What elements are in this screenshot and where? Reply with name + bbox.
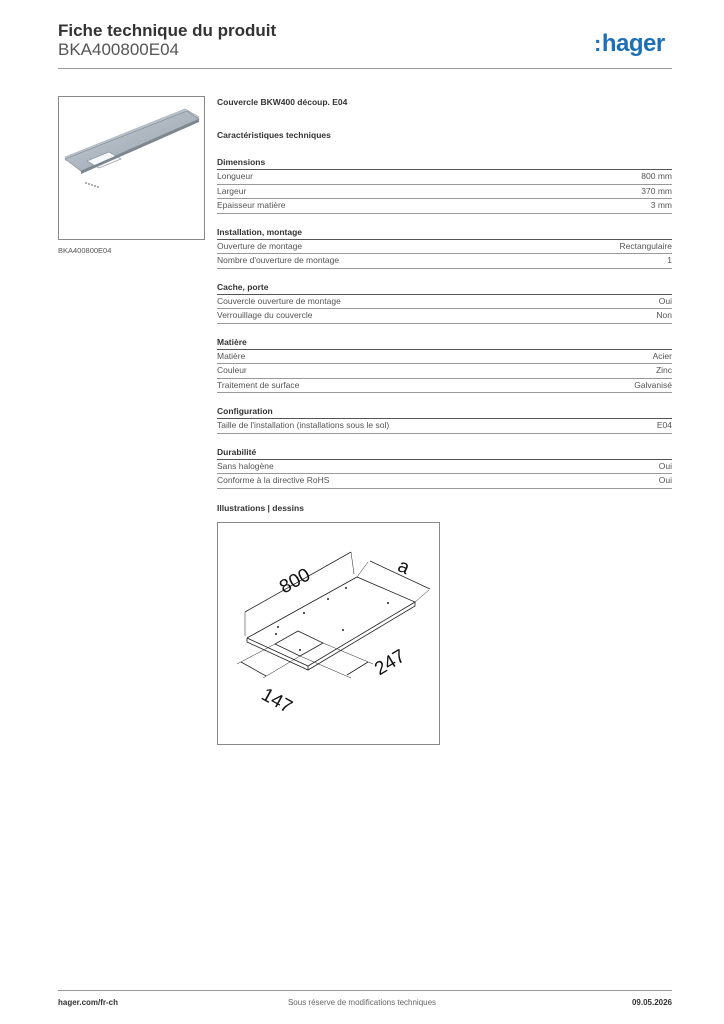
spec-value: 3 mm (650, 200, 672, 210)
spec-section (217, 226, 672, 269)
specifications (217, 97, 672, 489)
footer-disclaimer: Sous réserve de modifications techniques (287, 998, 437, 1007)
spec-label: Sans halogène (217, 460, 274, 471)
spec-value: 370 mm (641, 185, 672, 196)
spec-value: Oui (658, 295, 672, 306)
spec-value: Non (656, 310, 672, 320)
section-title: Matière (217, 336, 672, 350)
dimension-drawing-svg (218, 523, 439, 744)
spec-section (217, 336, 672, 394)
spec-label: Verrouillage du couvercle (217, 310, 313, 320)
specs-heading: Caractéristiques techniques (217, 130, 331, 140)
illustrations-heading: Illustrations | dessins (217, 503, 304, 513)
spec-label: Epaisseur matière (217, 200, 286, 210)
header-divider (58, 68, 672, 69)
dimension-opening-length-label: 247 (371, 645, 410, 681)
section-title: Configuration (217, 405, 672, 419)
spec-label: Traitement de surface (217, 379, 300, 390)
spec-section (217, 281, 672, 324)
document-title: Fiche technique du produit (58, 21, 277, 40)
spec-section (217, 446, 672, 489)
spec-label: Ouverture de montage (217, 240, 303, 251)
spec-row (217, 460, 672, 475)
spec-section (217, 405, 672, 434)
spec-value: 1 (667, 255, 672, 265)
spec-label: Taille de l'installation (installations sous le sol) (217, 420, 390, 430)
dimension-length-label: 800 (276, 564, 315, 599)
footer-website[interactable]: hager.com/fr-ch (58, 998, 119, 1007)
spec-value: Galvanisé (634, 379, 672, 390)
product-image (58, 96, 205, 240)
spec-sections (217, 156, 672, 489)
spec-row (217, 199, 672, 214)
spec-row (217, 350, 672, 365)
spec-row (217, 295, 672, 310)
spec-row (217, 170, 672, 185)
spec-row (217, 364, 672, 379)
spec-label: Longueur (217, 171, 253, 181)
cover-plate-illustration (59, 97, 204, 239)
logo-text: hager (601, 30, 665, 57)
spec-label: Largeur (217, 185, 247, 196)
spec-label: Couvercle ouverture de montage (217, 295, 341, 306)
spec-label: Matière (217, 350, 246, 361)
product-title: Couvercle BKW400 découp. E04 (217, 97, 348, 107)
hager-logo (594, 30, 665, 58)
spec-value: Acier (652, 350, 672, 361)
image-caption: BKA400800E04 (58, 246, 112, 255)
dimension-width-label: a (394, 555, 413, 579)
footer-date: 09.05.2026 (631, 998, 672, 1007)
spec-value: Rectangulaire (619, 240, 672, 251)
spec-row (217, 474, 672, 489)
section-title: Cache, porte (217, 281, 672, 295)
spec-row (217, 309, 672, 324)
spec-value: Oui (658, 460, 672, 471)
spec-row (217, 185, 672, 200)
section-title: Dimensions (217, 156, 672, 170)
spec-row (217, 419, 672, 434)
spec-label: Couleur (217, 365, 247, 375)
spec-value: Zinc (655, 365, 672, 375)
document-reference: BKA400800E04 (58, 40, 179, 59)
spec-section (217, 156, 672, 214)
section-title: Installation, montage (217, 226, 672, 240)
logo-colon: : (594, 31, 601, 56)
spec-row (217, 379, 672, 394)
spec-row (217, 240, 672, 255)
spec-label: Nombre d'ouverture de montage (217, 255, 340, 265)
spec-value: E04 (656, 420, 672, 430)
spec-row (217, 254, 672, 269)
dimension-opening-width-label: 147 (257, 684, 296, 718)
spec-label: Conforme à la directive RoHS (217, 475, 330, 485)
footer-divider (58, 990, 672, 991)
spec-value: Oui (658, 475, 672, 485)
dimension-drawing (217, 522, 440, 745)
spec-value: 800 mm (641, 171, 672, 181)
section-title: Durabilité (217, 446, 672, 460)
